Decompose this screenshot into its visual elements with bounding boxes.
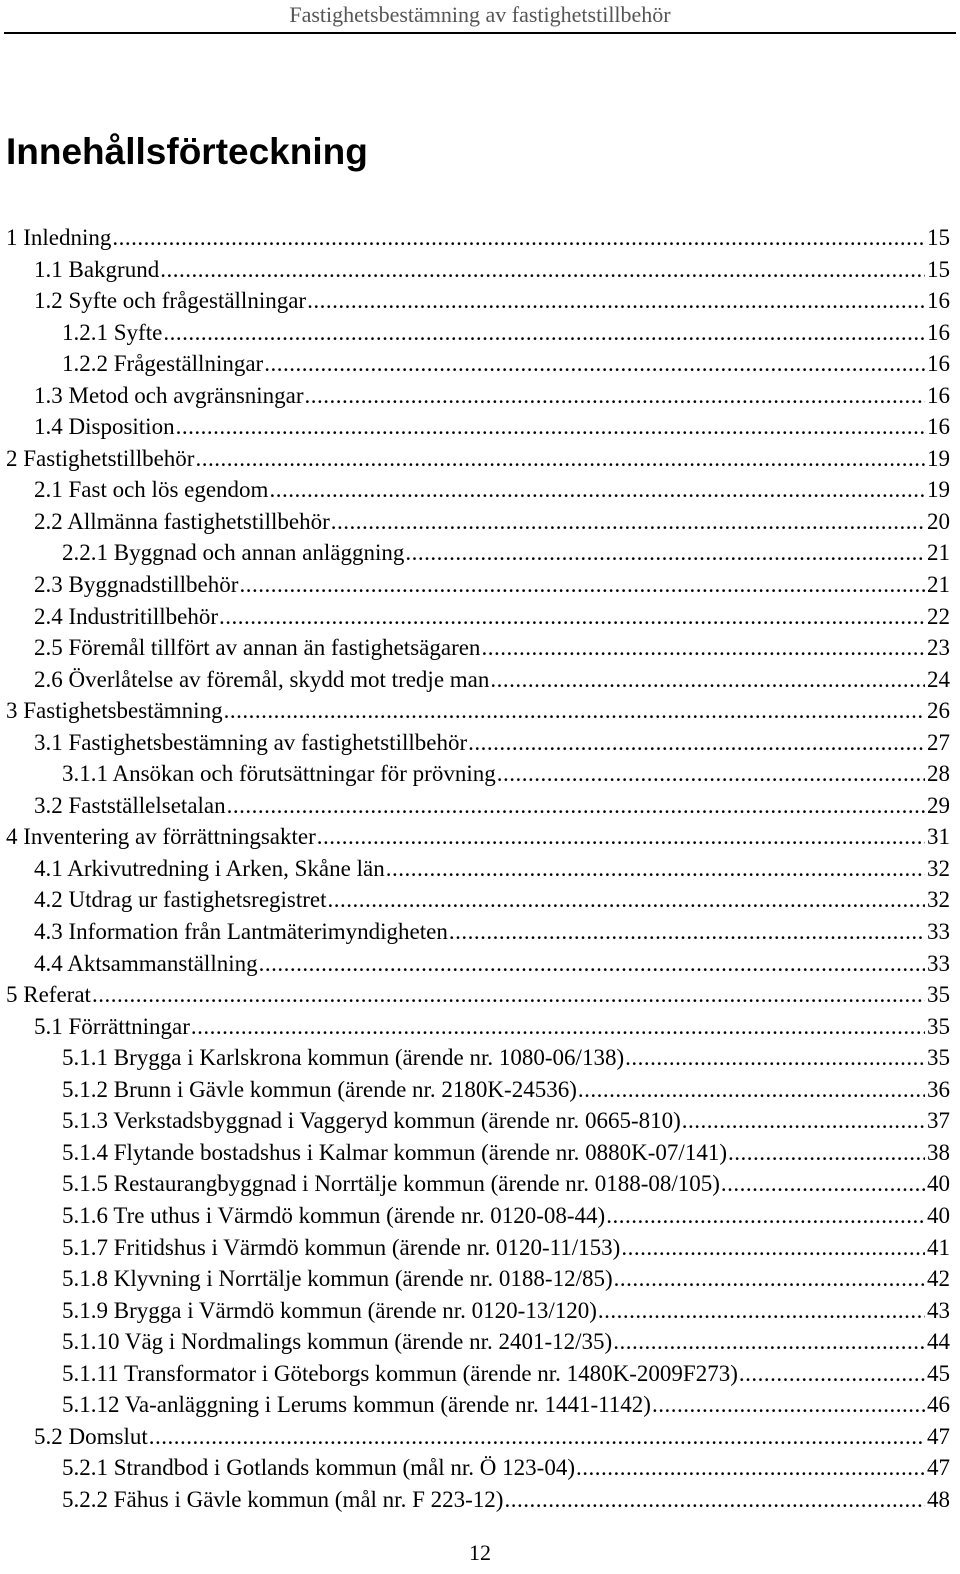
- toc-dot-leader: [606, 1200, 925, 1232]
- toc-entry-title: 5.1.1 Brygga i Karlskrona kommun (ärende nr. 1080-06/138): [62, 1045, 625, 1071]
- toc-entry-page: 31: [927, 824, 950, 850]
- toc-dot-leader: [504, 1484, 925, 1516]
- toc-dot-leader: [449, 916, 925, 948]
- toc-list: [6, 222, 950, 1515]
- toc-entry[interactable]: [6, 1295, 950, 1327]
- toc-entry[interactable]: [6, 821, 950, 853]
- toc-entry-title: 2.2 Allmänna fastighetstillbehör: [34, 508, 330, 534]
- toc-dot-leader: [405, 537, 925, 569]
- toc-entry-title: 2.5 Föremål tillfört av annan än fastighetsägaren: [34, 635, 481, 661]
- toc-entry-page: 47: [927, 1455, 950, 1481]
- toc-dot-leader: [331, 506, 925, 538]
- toc-entry[interactable]: [6, 317, 950, 349]
- toc-entry-page: 48: [927, 1486, 950, 1512]
- toc-entry-page: 36: [927, 1076, 950, 1102]
- toc-entry-page: 21: [927, 540, 950, 566]
- toc-entry-page: 42: [927, 1266, 950, 1292]
- toc-entry-page: 16: [927, 288, 950, 314]
- toc-dot-leader: [721, 1168, 925, 1200]
- toc-entry[interactable]: [6, 948, 950, 980]
- toc-dot-leader: [239, 569, 925, 601]
- toc-entry-page: 38: [927, 1139, 950, 1165]
- toc-entry-page: 44: [927, 1329, 950, 1355]
- toc-dot-leader: [497, 758, 925, 790]
- toc-entry-title: 1.1 Bakgrund: [34, 256, 160, 282]
- toc-entry-title: 1 Inledning: [6, 225, 112, 250]
- toc-dot-leader: [652, 1389, 925, 1421]
- toc-entry[interactable]: [6, 1011, 950, 1043]
- toc-entry-title: 1.3 Metod och avgränsningar: [34, 382, 304, 408]
- toc-entry-title: 2.3 Byggnadstillbehör: [34, 572, 239, 598]
- toc-entry-title: 2 Fastighetstillbehör: [6, 445, 195, 471]
- toc-entry[interactable]: [6, 758, 950, 790]
- toc-entry[interactable]: [6, 1326, 950, 1358]
- toc-dot-leader: [328, 884, 925, 916]
- toc-dot-leader: [269, 474, 925, 506]
- toc-entry-title: 5.1.3 Verkstadsbyggnad i Vaggeryd kommun (ärende nr. 0665-810): [62, 1108, 681, 1134]
- toc-entry[interactable]: [6, 1042, 950, 1074]
- toc-entry[interactable]: [6, 380, 950, 412]
- toc-entry-title: 1.4 Disposition: [34, 414, 175, 440]
- toc-dot-leader: [112, 222, 925, 254]
- toc-entry[interactable]: [6, 1200, 950, 1232]
- toc-entry-title: 5.1.5 Restaurangbyggnad i Norrtälje kommun (ärende nr. 0188-08/105): [62, 1171, 720, 1197]
- toc-entry-page: 28: [927, 761, 950, 787]
- toc-dot-leader: [621, 1232, 925, 1264]
- toc-entry-page: 46: [927, 1392, 950, 1418]
- toc-dot-leader: [386, 853, 925, 885]
- toc-entry-page: 32: [927, 855, 950, 881]
- toc-entry-page: 23: [927, 635, 950, 661]
- toc-entry-title: 5.1.12 Va-anläggning i Lerums kommun (ärende nr. 1441-1142): [62, 1392, 651, 1418]
- toc-dot-leader: [481, 632, 925, 664]
- toc-dot-leader: [490, 664, 925, 696]
- toc-dot-leader: [149, 1421, 925, 1453]
- toc-dot-leader: [625, 1042, 925, 1074]
- toc-entry-title: 3.1.1 Ansökan och förutsättningar för prövning: [62, 761, 496, 787]
- toc-entry-title: 5.1.4 Flytande bostadshus i Kalmar kommun (ärende nr. 0880K-07/141): [62, 1139, 727, 1165]
- toc-entry[interactable]: [6, 1452, 950, 1484]
- toc-entry-page: 37: [927, 1108, 950, 1134]
- toc-entry-page: 22: [927, 603, 950, 629]
- toc-dot-leader: [259, 948, 925, 980]
- toc-entry[interactable]: [6, 537, 950, 569]
- toc-entry-page: 41: [927, 1234, 950, 1260]
- toc-dot-leader: [305, 380, 925, 412]
- toc-entry[interactable]: [6, 664, 950, 696]
- toc-entry[interactable]: [6, 411, 950, 443]
- toc-entry[interactable]: [6, 601, 950, 633]
- toc-dot-leader: [224, 695, 925, 727]
- toc-dot-leader: [264, 348, 925, 380]
- toc-entry-title: 5.1.2 Brunn i Gävle kommun (ärende nr. 2180K-24536): [62, 1076, 577, 1102]
- running-header: Fastighetsbestämning av fastighetstillbehör: [289, 2, 671, 27]
- toc-entry[interactable]: [6, 348, 950, 380]
- toc-entry[interactable]: [6, 254, 950, 286]
- toc-entry-title: 5.1.6 Tre uthus i Värmdö kommun (ärende nr. 0120-08-44): [62, 1202, 606, 1228]
- toc-entry-page: 16: [927, 319, 950, 345]
- toc-entry-title: 5.1.9 Brygga i Värmdö kommun (ärende nr. 0120-13/120): [62, 1297, 597, 1323]
- toc-entry-title: 3 Fastighetsbestämning: [6, 698, 223, 724]
- toc-entry-title: 3.2 Fastställelsetalan: [34, 792, 226, 818]
- toc-dot-leader: [219, 601, 925, 633]
- toc-entry-title: 5.1 Förrättningar: [34, 1013, 190, 1039]
- toc-dot-leader: [92, 979, 925, 1011]
- toc-entry[interactable]: [6, 979, 950, 1011]
- toc-entry[interactable]: [6, 1168, 950, 1200]
- toc-entry-title: 4.3 Information från Lantmäterimyndigheten: [34, 919, 448, 945]
- toc-dot-leader: [160, 254, 925, 286]
- toc-entry-page: 19: [927, 445, 950, 471]
- toc-dot-leader: [468, 727, 925, 759]
- toc-entry-page: 19: [927, 477, 950, 503]
- toc-entry-page: 29: [927, 792, 950, 818]
- toc-title: Innehållsförteckning: [6, 131, 368, 172]
- toc-entry-page: 43: [927, 1297, 950, 1323]
- toc-dot-leader: [598, 1295, 925, 1327]
- toc-entry-title: 5.2.2 Fähus i Gävle kommun (mål nr. F 223-12): [62, 1486, 504, 1512]
- toc-entry-title: 4.4 Aktsammanställning: [34, 950, 258, 976]
- toc-entry[interactable]: [6, 1484, 950, 1516]
- toc-entry[interactable]: [6, 1074, 950, 1106]
- toc-entry[interactable]: [6, 1105, 950, 1137]
- toc-dot-leader: [682, 1105, 925, 1137]
- toc-entry-title: 4.2 Utdrag ur fastighetsregistret: [34, 887, 327, 913]
- toc-dot-leader: [163, 317, 925, 349]
- toc-dot-leader: [613, 1326, 925, 1358]
- toc-dot-leader: [578, 1074, 925, 1106]
- toc-entry[interactable]: [6, 727, 950, 759]
- toc-entry-title: 4 Inventering av förrättningsakter: [6, 824, 316, 850]
- toc-entry-page: 45: [927, 1360, 950, 1386]
- toc-dot-leader: [176, 411, 925, 443]
- header-divider: [4, 32, 956, 34]
- toc-entry-page: 15: [927, 256, 950, 282]
- toc-entry-page: 33: [927, 950, 950, 976]
- toc-entry-page: 47: [927, 1423, 950, 1449]
- toc-entry-page: 40: [927, 1171, 950, 1197]
- toc-entry-title: 5.1.11 Transformator i Göteborgs kommun (ärende nr. 1480K-2009F273): [62, 1360, 738, 1386]
- toc-entry-page: 33: [927, 919, 950, 945]
- toc-entry[interactable]: [6, 1358, 950, 1390]
- toc-entry-page: 35: [927, 1013, 950, 1039]
- toc-entry[interactable]: [6, 853, 950, 885]
- toc-entry[interactable]: [6, 1421, 950, 1453]
- toc-entry[interactable]: [6, 285, 950, 317]
- toc-entry-page: 16: [927, 414, 950, 440]
- toc-entry-page: 40: [927, 1202, 950, 1228]
- toc-entry[interactable]: [6, 695, 950, 727]
- toc-entry[interactable]: [6, 790, 950, 822]
- toc-dot-leader: [307, 285, 925, 317]
- toc-entry-title: 5.2 Domslut: [34, 1423, 148, 1449]
- toc-entry[interactable]: [6, 916, 950, 948]
- toc-entry-title: 1.2.1 Syfte: [62, 319, 163, 345]
- toc-entry-title: 4.1 Arkivutredning i Arken, Skåne län: [34, 855, 385, 881]
- toc-entry-title: 1.2 Syfte och frågeställningar: [34, 288, 307, 314]
- toc-entry-title: 5.1.8 Klyvning i Norrtälje kommun (ärende nr. 0188-12/85): [62, 1266, 613, 1292]
- toc-entry[interactable]: [6, 632, 950, 664]
- toc-entry-page: 16: [927, 382, 950, 408]
- toc-entry-page: 21: [927, 572, 950, 598]
- toc-entry-title: 1.2.2 Frågeställningar: [62, 351, 264, 377]
- toc-entry[interactable]: [6, 884, 950, 916]
- toc-entry-title: 2.4 Industritillbehör: [34, 603, 218, 629]
- toc-dot-leader: [739, 1358, 925, 1390]
- toc-dot-leader: [195, 443, 925, 475]
- toc-entry-page: 27: [927, 729, 950, 755]
- toc-entry-title: 2.1 Fast och lös egendom: [34, 477, 269, 503]
- toc-dot-leader: [614, 1263, 925, 1295]
- toc-entry-page: 16: [927, 351, 950, 377]
- toc-entry[interactable]: [6, 506, 950, 538]
- toc-entry-title: 3.1 Fastighetsbestämning av fastighetstillbehör: [34, 729, 468, 755]
- toc-dot-leader: [191, 1011, 925, 1043]
- toc-entry-page: 24: [927, 666, 950, 692]
- page-number: 12: [469, 1540, 491, 1565]
- toc-entry[interactable]: [6, 1232, 950, 1264]
- toc-entry[interactable]: [6, 443, 950, 475]
- toc-entry[interactable]: [6, 474, 950, 506]
- toc-entry-page: 35: [927, 1045, 950, 1071]
- toc-dot-leader: [728, 1137, 925, 1169]
- toc-entry-title: 2.6 Överlåtelse av föremål, skydd mot tredje man: [34, 666, 490, 692]
- toc-dot-leader: [317, 821, 925, 853]
- toc-entry-page: 15: [927, 225, 950, 250]
- toc-entry-title: 5 Referat: [6, 982, 91, 1008]
- toc-entry-title: 5.2.1 Strandbod i Gotlands kommun (mål nr. Ö 123-04): [62, 1455, 575, 1481]
- toc-entry[interactable]: [6, 1137, 950, 1169]
- toc-dot-leader: [576, 1452, 925, 1484]
- toc-entry-page: 32: [927, 887, 950, 913]
- toc-entry[interactable]: [6, 569, 950, 601]
- toc-entry-page: 35: [927, 982, 950, 1008]
- toc-dot-leader: [227, 790, 925, 822]
- toc-entry[interactable]: [6, 1263, 950, 1295]
- toc-entry-title: 2.2.1 Byggnad och annan anläggning: [62, 540, 405, 566]
- toc-entry-page: 20: [927, 508, 950, 534]
- toc-entry-title: 5.1.10 Väg i Nordmalings kommun (ärende nr. 2401-12/35): [62, 1329, 613, 1355]
- toc-entry[interactable]: [6, 1389, 950, 1421]
- toc-entry-title: 5.1.7 Fritidshus i Värmdö kommun (ärende nr. 0120-11/153): [62, 1234, 621, 1260]
- toc-entry[interactable]: [6, 222, 950, 254]
- toc-entry-page: 26: [927, 698, 950, 724]
